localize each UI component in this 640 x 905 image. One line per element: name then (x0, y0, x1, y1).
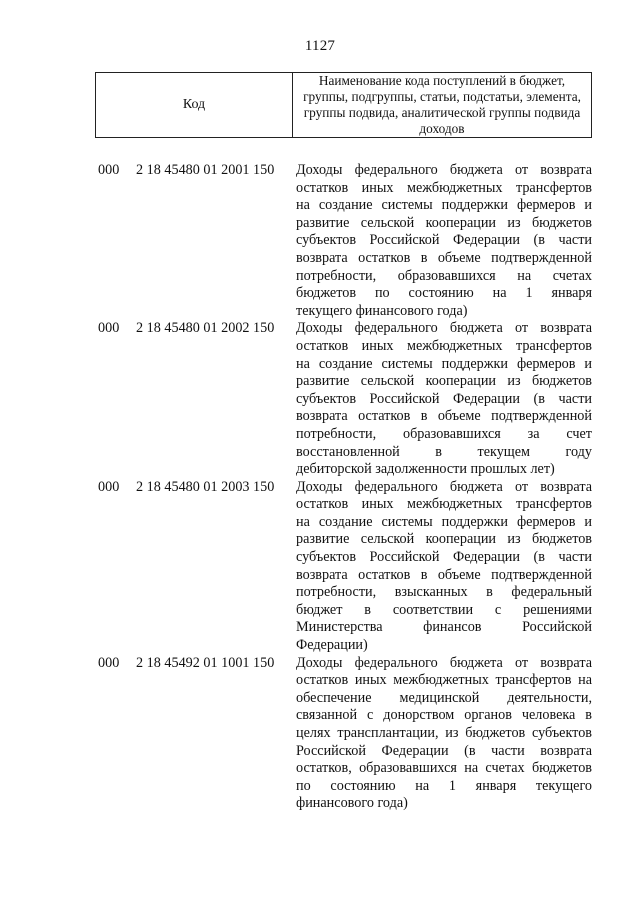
description-line: развитие сельской кооперации из бюджетов (296, 373, 592, 390)
description-line: на создание системы поддержки фермеров и (296, 355, 592, 372)
description-line: текущего финансового года) (296, 302, 468, 319)
description-line: субъектов Российской Федерации (в части (296, 390, 592, 407)
description-line: Федерации) (296, 637, 368, 654)
description-line: развитие сельской кооперации из бюджетов (296, 214, 592, 231)
description-line: целях трансплантации, из бюджетов субъектов (296, 725, 592, 741)
description-line: потребности, образовавшихся за счет (296, 425, 592, 442)
revenue-code: 2 18 45480 01 2002 150 (136, 320, 275, 337)
description-line: обеспечение медицинской деятельности, (296, 689, 592, 706)
description-line: Доходы федерального бюджета от возврата (296, 478, 592, 495)
description-line: Доходы федерального бюджета от возврата (296, 320, 592, 337)
description-line: дебиторской задолженности прошлых лет) (296, 461, 555, 478)
description-line: потребности, взысканных в федеральный (296, 584, 592, 601)
description-line: по состоянию на 1 января текущего (296, 777, 592, 794)
description-line: остатков, образовавшихся на счетах бюджетов (296, 760, 592, 777)
page-number: 1127 (304, 38, 336, 54)
revenue-code-list (98, 162, 592, 813)
admin-code: 000 (98, 162, 120, 178)
header-code-label: Код (96, 73, 293, 137)
admin-code: 000 (98, 320, 120, 337)
description-line: связанной с донорством органов человека в (296, 707, 592, 724)
table-header (95, 72, 592, 138)
table-row (98, 162, 592, 320)
description-line: остатков иных межбюджетных трансфертов на (296, 672, 592, 689)
admin-code: 000 (98, 654, 120, 671)
description-line: возврата остатков в объеме подтвержденной (296, 566, 592, 583)
table-row (98, 320, 592, 478)
description-line: Доходы федерального бюджета от возврата (296, 162, 592, 178)
description-line: Министерства финансов Российской (296, 619, 592, 636)
description-line: остатков иных межбюджетных трансфертов (296, 179, 592, 196)
description-line: субъектов Российской Федерации (в части (296, 549, 592, 566)
admin-code: 000 (98, 478, 120, 495)
description-line: возврата остатков в объеме подтвержденной (296, 249, 592, 266)
revenue-code: 2 18 45480 01 2001 150 (136, 162, 275, 178)
revenue-description (296, 320, 592, 478)
description-line: возврата остатков в объеме подтвержденной (296, 408, 592, 425)
revenue-code: 2 18 45480 01 2003 150 (136, 478, 275, 495)
description-line: бюджетов по состоянию на 1 января (296, 285, 592, 302)
description-line: потребности, образовавшихся на счетах (296, 267, 592, 284)
revenue-description (296, 162, 592, 320)
description-line: на создание системы поддержки фермеров и (296, 197, 592, 214)
description-line: восстановленной в текущем году (296, 443, 592, 460)
description-line: финансового года) (296, 795, 408, 812)
description-line: субъектов Российской Федерации (в части (296, 232, 592, 249)
revenue-description (296, 479, 592, 655)
description-line: развитие сельской кооперации из бюджетов (296, 531, 592, 548)
table-row (98, 479, 592, 655)
description-line: Доходы федерального бюджета от возврата (296, 654, 592, 671)
revenue-description (296, 655, 592, 813)
table-row (98, 655, 592, 813)
revenue-code: 2 18 45492 01 1001 150 (136, 654, 275, 671)
description-line: остатков иных межбюджетных трансфертов (296, 337, 592, 354)
description-line: Российской Федерации (в части возврата (296, 742, 592, 759)
description-line: на создание системы поддержки фермеров и (296, 513, 592, 530)
description-line: остатков иных межбюджетных трансфертов (296, 496, 592, 513)
header-name-label: Наименование кода поступлений в бюджет, группы, подгруппы, статьи, подстатьи, элемента, группы подвида, аналитической группы подвида доходов (303, 73, 581, 136)
description-line: бюджет в соответствии с решениями (296, 601, 592, 618)
